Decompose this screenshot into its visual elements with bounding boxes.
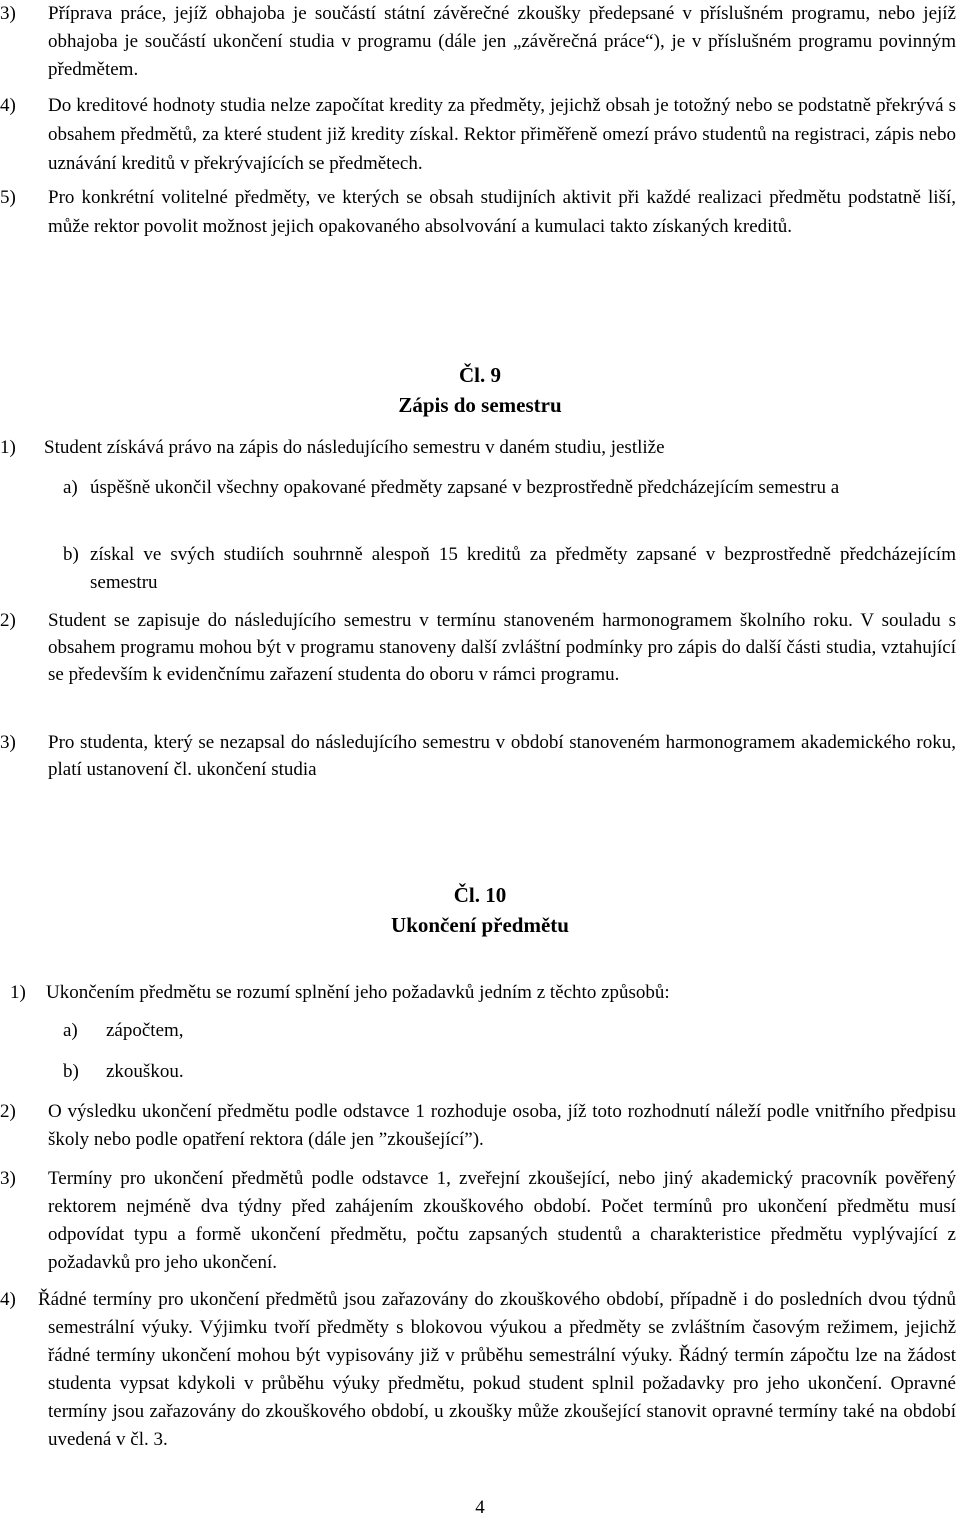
article-10-paragraph-3 [0, 1165, 956, 1277]
paragraph-text: Řádné termíny pro ukončení předmětů jsou zařazovány do zkouškového období, případně i do posledních dvou týdnů semestrální výuky. Výjimku tvoří předměty s blokovou výukou a předměty se zvláštním časovým režimem, jejichž řádné termíny ukončení mohou být vypisovány již v průběhu semestrální výuky. Řádný termín zápočtu lze na žádost studenta vypsat kdykoli v průběhu výuky předmětu, pokud student splnil požadavky pro jeho ukončení. Opravné termíny jsou zařazovány do zkouškového období, u zkoušky může zkoušející stanovit opravné termíny také na období uvedená v čl. 3. [38, 1289, 956, 1450]
article-10-paragraph-4 [0, 1286, 956, 1454]
article-9-paragraph-3 [0, 729, 956, 783]
paragraph-4 [0, 91, 956, 178]
article-10-paragraph-1 [10, 979, 956, 1007]
article-10-subitem-a [63, 1017, 956, 1045]
article-9-paragraph-1 [0, 434, 956, 462]
article-9-number: Čl. 9 [459, 363, 501, 387]
article-9-subitem-a [63, 474, 956, 502]
subitem-text: získal ve svých studiích souhrnně alespoň 15 kreditů za předměty zapsané v bezprostředně předcházejícím semestru [90, 544, 956, 593]
paragraph-text: Student získává právo na zápis do následujícího semestru v daném studiu, jestliže [44, 437, 665, 458]
article-9-paragraph-2 [0, 607, 956, 688]
subitem-text: zkouškou. [106, 1061, 184, 1082]
paragraph-3 [0, 0, 956, 84]
article-9-title: Zápis do semestru [398, 393, 562, 417]
article-10-number: Čl. 10 [453, 883, 507, 907]
article-10-title: Ukončení předmětu [391, 913, 569, 937]
paragraph-number: 3) [0, 1168, 16, 1189]
article-9-subitem-b [63, 541, 956, 597]
paragraph-number: 4) [0, 95, 16, 116]
subitem-letter: a) [63, 1020, 78, 1041]
paragraph-text: O výsledku ukončení předmětu podle odstavce 1 rozhoduje osoba, jíž toto rozhodnutí náleží podle vnitřního předpisu školy nebo podle opatření rektora (dále jen ”zkoušející”). [48, 1101, 956, 1150]
paragraph-text: Termíny pro ukončení předmětů podle odstavce 1, zveřejní zkoušející, nebo jiný akademický pracovník pověřený rektorem nejméně dva týdny před zahájením zkouškového období. Počet termínů pro ukončení předmětu musí odpovídat typu a formě ukončení předmětu, počtu zapsaných studentů a charakteristice předmětu vyplývající z požadavků pro jeho ukončení. [48, 1168, 956, 1273]
paragraph-text: Student se zapisuje do následujícího semestru v termínu stanoveném harmonogramem školního roku. V souladu s obsahem programu mohou být v programu stanoveny další zvláštní podmínky pro zápis do další části studia, vztahující se především k evidenčnímu zařazení studenta do oboru v rámci programu. [48, 610, 956, 685]
paragraph-text: Pro studenta, který se nezapsal do následujícího semestru v období stanoveném harmonogramem akademického roku, platí ustanovení čl. ukončení studia [48, 732, 956, 780]
paragraph-number: 1) [0, 437, 16, 458]
subitem-letter: b) [63, 544, 79, 565]
paragraph-number: 4) [0, 1289, 16, 1310]
paragraph-5 [0, 183, 956, 241]
paragraph-text: Pro konkrétní volitelné předměty, ve kterých se obsah studijních aktivit při každé realizaci předmětu podstatně liší, může rektor povolit možnost jejich opakovaného absolvování a kumulaci takto získaných kreditů. [48, 187, 956, 237]
article-10-paragraph-2 [0, 1098, 956, 1154]
paragraph-number: 5) [0, 187, 16, 208]
subitem-letter: a) [63, 477, 78, 498]
paragraph-text: Příprava práce, jejíž obhajoba je součástí státní závěrečné zkoušky předepsané v příslušném programu, nebo jejíž obhajoba je součástí ukončení studia v programu (dále jen „závěrečná práce“), je v příslušném programu povinným předmětem. [48, 3, 956, 80]
subitem-letter: b) [63, 1061, 79, 1082]
page-number: 4 [475, 1497, 485, 1518]
paragraph-number: 3) [0, 732, 16, 753]
paragraph-text: Ukončením předmětu se rozumí splnění jeho požadavků jedním z těchto způsobů: [46, 982, 670, 1003]
paragraph-number: 2) [0, 1101, 16, 1122]
paragraph-number: 2) [0, 610, 16, 631]
paragraph-number: 1) [10, 982, 26, 1003]
subitem-text: úspěšně ukončil všechny opakované předměty zapsané v bezprostředně předcházejícím semestru a [90, 477, 840, 498]
article-10-subitem-b [63, 1058, 956, 1086]
subitem-text: zápočtem, [106, 1020, 184, 1041]
paragraph-text: Do kreditové hodnoty studia nelze započítat kredity za předměty, jejichž obsah je totožný nebo se podstatně překrývá s obsahem předmětů, za které student již kredity získal. Rektor přiměřeně omezí právo studentů na registraci, zápis nebo uznávání kreditů v překrývajících se předmětech. [48, 95, 956, 174]
paragraph-number: 3) [0, 3, 16, 24]
